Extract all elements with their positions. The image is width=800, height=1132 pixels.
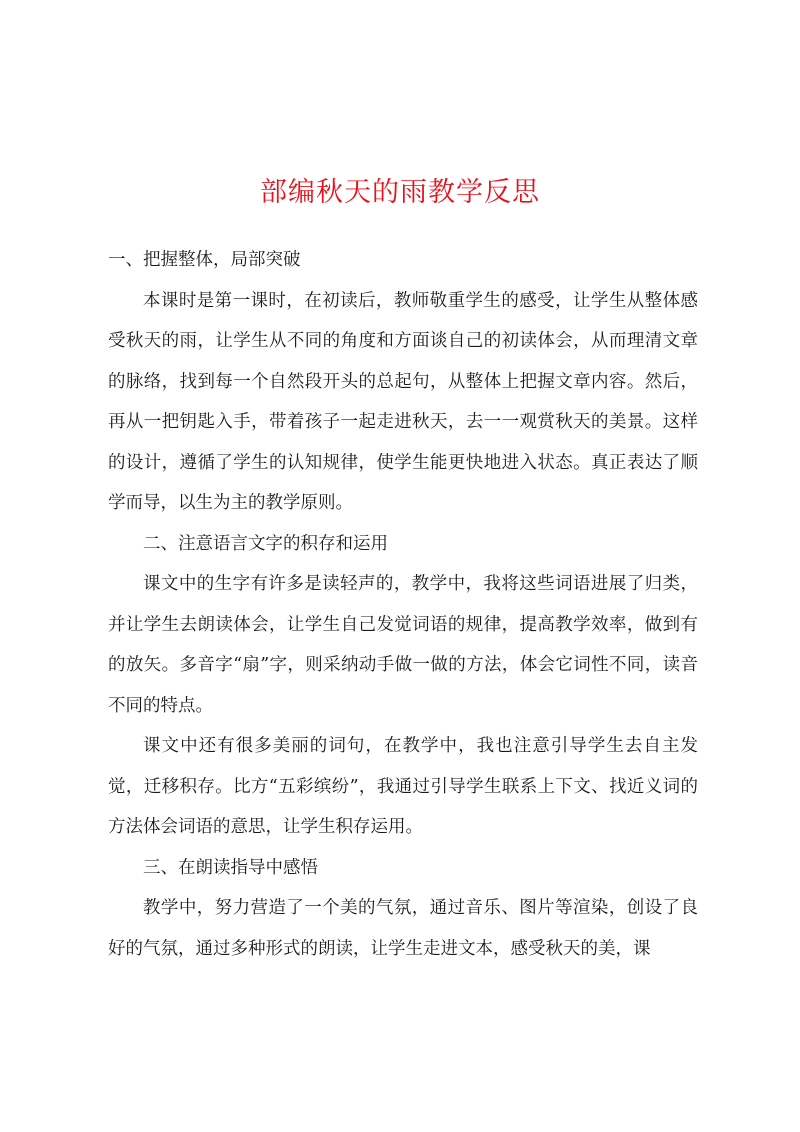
paragraph-2: 课文中的生字有许多是读轻声的，教学中，我将这些词语进展了归类，并让学生去朗读体会，让学生自己发觉词语的规律，提高教学效率，做到有的放矢。多音字“扇”字，则采纳动手做一做的方法，体会它词性不同，读音不同的特点。 — [108, 574, 698, 716]
document-body — [108, 240, 698, 969]
document-title: 部编秋天的雨教学反思 — [260, 177, 540, 208]
section-heading-2: 二、注意语言文字的积存和运用 — [143, 533, 388, 554]
section-heading-1: 一、把握整体，局部突破 — [108, 250, 301, 270]
paragraph-4: 教学中，努力营造了一个美的气氛，通过音乐、图片等渲染，创设了良好的气氛，通过多种形式的朗读，让学生走进文本，感受秋天的美，课 — [108, 898, 698, 959]
paragraph-3: 课文中还有很多美丽的词句，在教学中，我也注意引导学生去自主发觉，迁移积存。比方“五彩缤纷”，我通过引导学生联系上下文、找近义词的方法体会词语的意思，让学生积存运用。 — [108, 736, 698, 837]
paragraph-1: 本课时是第一课时，在初读后，教师敬重学生的感受，让学生从整体感受秋天的雨，让学生从不同的角度和方面谈自己的初读体会，从而理清文章的脉络，找到每一个自然段开头的总起句，从整体上把握文章内容。然后，再从一把钥匙入手，带着孩子一起走进秋天，去一一观赏秋天的美景。这样的设计，遵循了学生的认知规律，使学生能更快地进入状态。真正表达了顺学而导，以生为主的教学原则。 — [108, 290, 698, 513]
section-heading-3: 三、在朗读指导中感悟 — [143, 857, 318, 878]
